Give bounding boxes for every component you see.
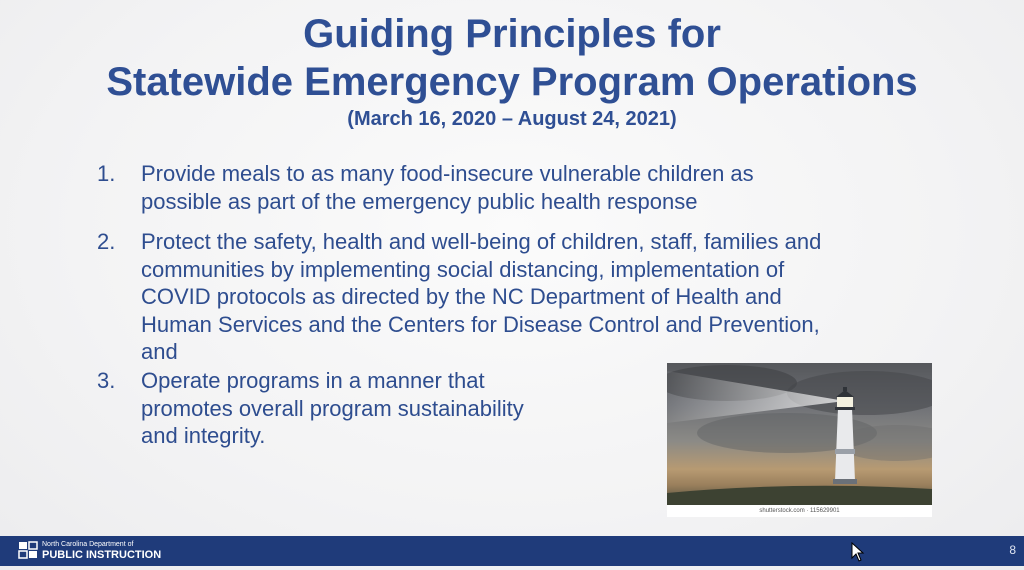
org-name-small: North Carolina Department of [42,541,134,548]
principle-text-line: Protect the safety, health and well-being of children, staff, families and [141,229,822,254]
date-range: (March 16, 2020 – August 24, 2021) [347,108,677,130]
principle-number: 2. [97,229,116,254]
photo-caption: shutterstock.com · 115629901 [667,505,932,517]
page-number: 8 [1009,543,1016,557]
principle-text-line: possible as part of the emergency public health response [141,188,698,214]
principle-text-line: promotes overall program sustainability [141,395,524,421]
principle-number: 1. [97,161,116,186]
lighthouse-photo [667,363,932,505]
principle-text-line: Human Services and the Centers for Disease Control and Prevention, [141,311,820,337]
principle-text-line: Provide meals to as many food-insecure vulnerable children as [141,161,754,186]
slide-title-line-1: Guiding Principles for [303,12,721,56]
principle-text-line: COVID protocols as directed by the NC Department of Health and [141,284,782,309]
dpi-logo-icon [18,540,38,560]
org-name: PUBLIC INSTRUCTION [42,549,162,561]
lighthouse-icon [667,363,932,505]
principle-text-line: and integrity. [141,423,266,448]
mouse-cursor-icon [851,542,865,562]
principle-text-line: and [141,339,178,364]
principle-number: 3. [97,368,116,393]
principle-text-line: communities by implementing social distancing, implementation of [141,256,785,282]
footer-bar [0,536,1024,566]
slide-title-line-2: Statewide Emergency Program Operations [106,60,918,104]
principle-text-line: Operate programs in a manner that [141,368,485,393]
